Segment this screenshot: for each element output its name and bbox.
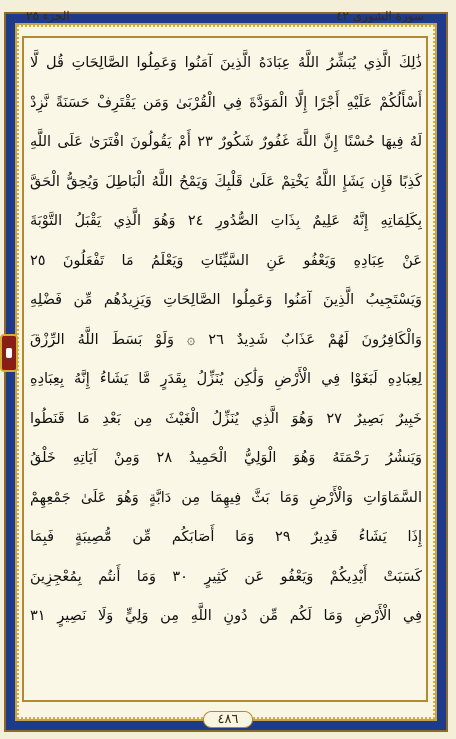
verse-line: وَيَسْتَجِيبُ الَّذِينَ آمَنُوا وَعَمِلُوا الصَّالِحَاتِ وَيَزِيدُهُم مِّن فَضْلِهِ xyxy=(30,292,422,308)
verse-lines xyxy=(30,44,422,684)
verse-line: أَسْأَلُكُمْ عَلَيْهِ أَجْرًا إِلَّا الْمَوَدَّةَ فِي الْقُرْبَىٰ وَمَن يَقْتَرِفْ حَسَنَةً نَّزِدْ xyxy=(30,94,422,111)
verse-line: إِذَا يَشَاءُ قَدِيرٌ ٢٩ وَمَا أَصَابَكُم مِّن مُّصِيبَةٍ فَبِمَا xyxy=(30,529,422,545)
verse-line: لَهُ فِيهَا حُسْنًا إِنَّ اللَّهَ غَفُورٌ شَكُورٌ ٢٣ أَمْ يَقُولُونَ افْتَرَىٰ عَلَى اللَّهِ xyxy=(30,134,422,150)
verse-line: بِكَلِمَاتِهِ إِنَّهُ عَلِيمٌ بِذَاتِ الصُّدُورِ ٢٤ وَهُوَ الَّذِي يَقْبَلُ التَّوْبَةَ xyxy=(30,213,422,229)
verse-line: خَبِيرٌ بَصِيرٌ ٢٧ وَهُوَ الَّذِي يُنَزِّلُ الْغَيْثَ مِن بَعْدِ مَا قَنَطُوا xyxy=(30,410,422,427)
verse-line: السَّمَاوَاتِ وَالْأَرْضِ وَمَا بَثَّ فِيهِمَا مِن دَابَّةٍ وَهُوَ عَلَىٰ جَمْعِهِمْ xyxy=(30,489,422,506)
page-footer xyxy=(0,709,456,729)
verse-line: لِعِبَادِهِ لَبَغَوْا فِي الْأَرْضِ وَلَٰكِن يُنَزِّلُ بِقَدَرٍ مَّا يَشَاءُ إِنَّهُ بِعِبَادِهِ xyxy=(30,371,422,387)
verse-line: عَنْ عِبَادِهِ وَيَعْفُو عَنِ السَّيِّئَاتِ وَيَعْلَمُ مَا تَفْعَلُونَ ٢٥ xyxy=(30,252,422,269)
juz-label: الجزء ٢٥ xyxy=(26,9,70,23)
page-header xyxy=(26,4,424,28)
verse-line: وَالْكَافِرُونَ لَهُمْ عَذَابٌ شَدِيدٌ ٢٦ ۞ وَلَوْ بَسَطَ اللَّهُ الرِّزْقَ xyxy=(30,331,422,348)
verse-line: كَسَبَتْ أَيْدِيكُمْ وَيَعْفُو عَن كَثِيرٍ ٣٠ وَمَا أَنتُم بِمُعْجِزِينَ xyxy=(30,568,422,585)
page-number: ٤٨٦ xyxy=(203,711,254,728)
verse-line: ذَٰلِكَ الَّذِي يُبَشِّرُ اللَّهُ عِبَادَهُ الَّذِينَ آمَنُوا وَعَمِلُوا الصَّالِحَاتِ قُل لَّا xyxy=(30,55,422,71)
verse-line: وَيَنشُرُ رَحْمَتَهُ وَهُوَ الْوَلِيُّ الْحَمِيدُ ٢٨ وَمِنْ آيَاتِهِ خَلْقُ xyxy=(30,450,422,466)
hizb-marker-icon xyxy=(0,334,18,372)
verse-line: فِي الْأَرْضِ وَمَا لَكُم مِّن دُونِ اللَّهِ مِن وَلِيٍّ وَلَا نَصِيرٍ ٣١ xyxy=(30,608,422,624)
verse-line: كَذِبًا فَإِن يَشَإِ اللَّهُ يَخْتِمْ عَلَىٰ قَلْبِكَ وَيَمْحُ اللَّهُ الْبَاطِلَ وَيُحِقُّ الْحَقَّ xyxy=(30,173,422,190)
surah-label: سورة الشورى ٤٢ xyxy=(336,9,424,23)
